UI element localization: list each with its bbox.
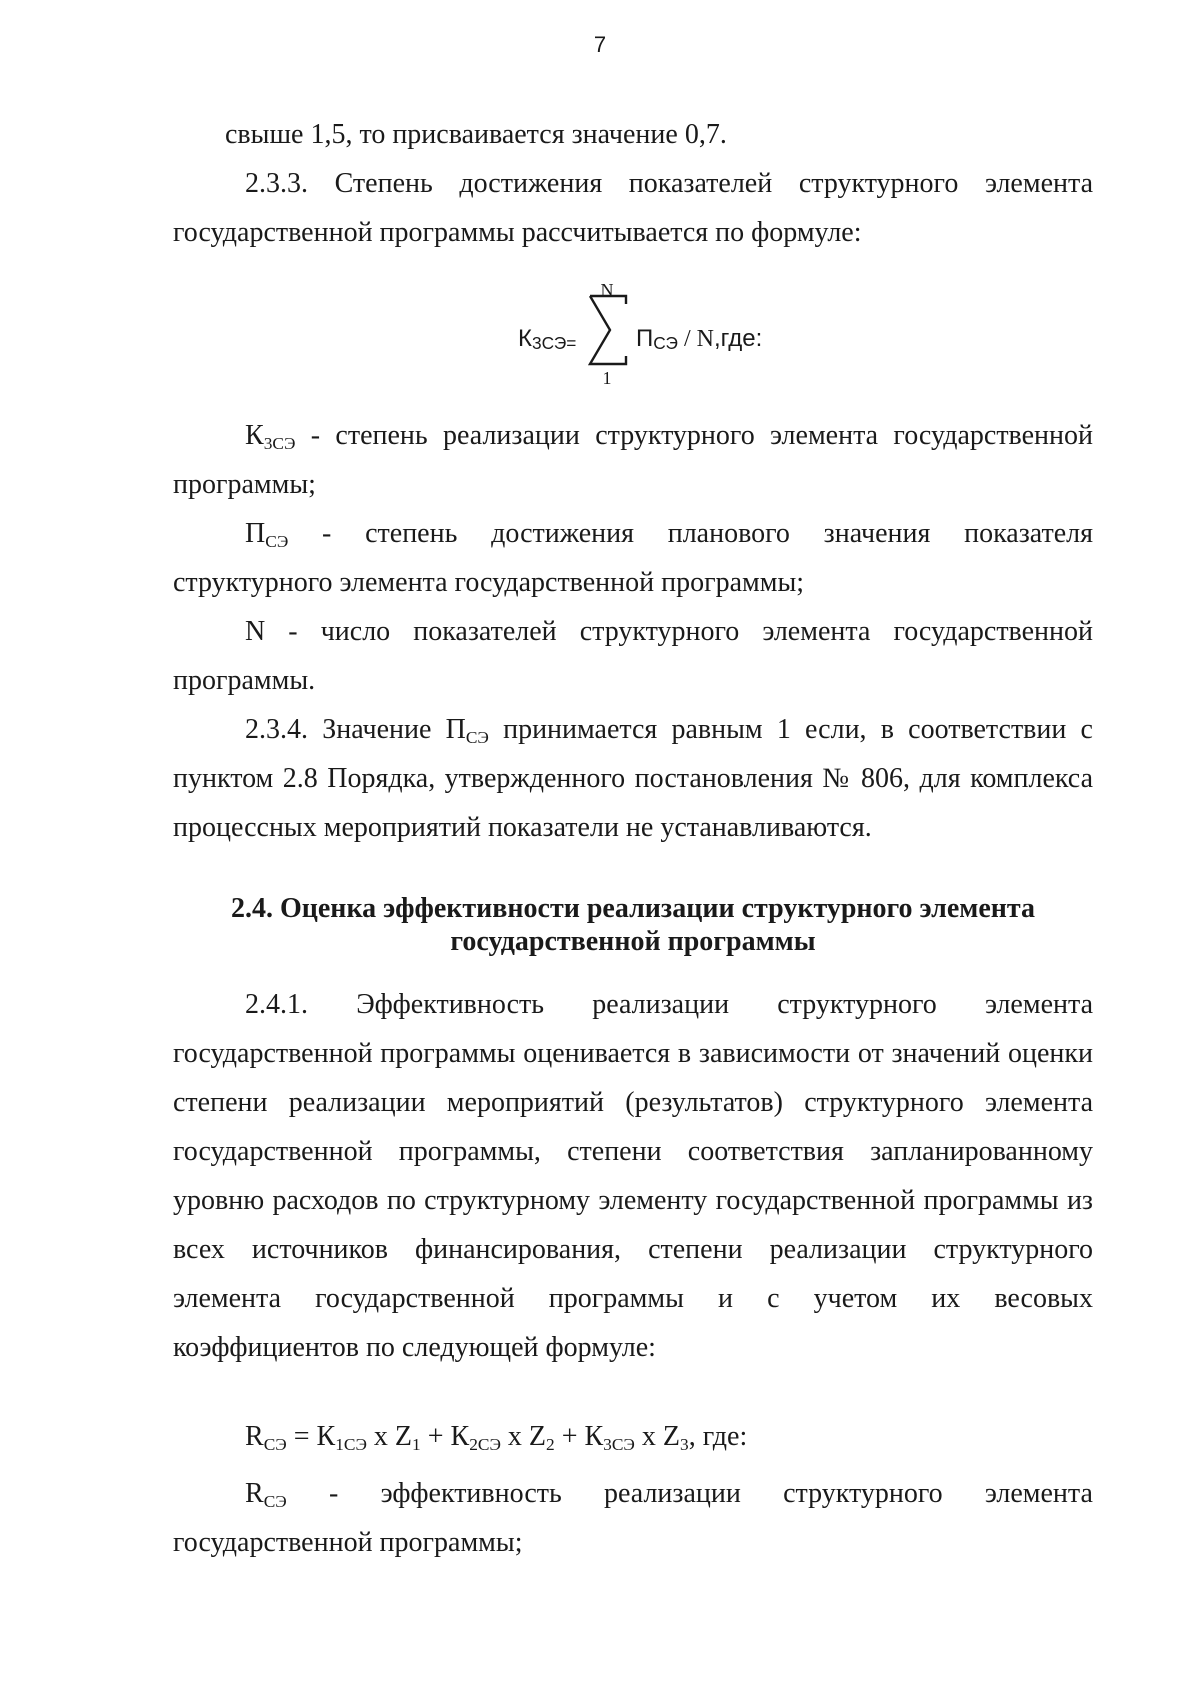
word: достижения [491,518,634,549]
definition-rse-line1 [173,1469,1093,1518]
section-heading-line2: государственной программы [450,926,816,957]
word: - [322,518,332,549]
section-heading-2-4 [173,892,1093,958]
word: значения [823,518,931,549]
word: элемента [984,1478,1093,1509]
definition-n: N - число показателей структурного элемента государственной программы. [173,616,1093,696]
definition-rse-symbol: $R_{СЭ}$ [245,1478,287,1511]
definition-pse-symbol: $П_{СЭ}$ [245,518,289,551]
word: степень [365,518,458,549]
document-body [173,110,1093,1567]
formula-p-term: $П_{СЭ} / N,где$: [636,325,763,354]
paragraph-2-4-1: 2.4.1. Эффективность реализации структурного элемента государственной программы оценивается в зависимости от значений оценки степени реализации мероприятий (результатов) структурного элемента государственной программы, степени соответствия запланированному уровню расходов по структурному элементу государственной программы из всех источников финансирования, степени реализации структурного элемента государственной программы и с учетом их весовых коэффициентов по следующей формуле: [173,989,1093,1363]
sum-upper-limit: N [600,280,614,300]
definition-pse-line2: структурного элемента государственной программы; [173,567,805,598]
word: структурного [783,1478,943,1509]
word: эффективность [380,1478,562,1509]
paragraph-2-3-4: 2.3.4. Значение $П_{СЭ}$ принимается равным 1 если, в соответствии с пунктом 2.8 Порядка, утвержденного постановления № 806, для комплекса процессных мероприятий показатели не устанавливаются. [173,714,1093,843]
word: планового [667,518,790,549]
page-number: 7 [593,32,607,57]
formula-k-term: $К_{3СЭ=}$ [518,325,577,354]
definition-k3se: $К_{3СЭ}$ - степень реализации структурного элемента государственной программы; [173,420,1093,500]
word: - [328,1478,339,1509]
formula-rse: $R_{СЭ} = К_{1СЭ}$ х $Z_1 + К_{2СЭ}$ х $Z_2 + К_{3СЭ}$ х $Z_3$, где: [245,1421,748,1454]
word: реализации [604,1478,741,1509]
formula-k3se [173,266,1093,396]
definition-pse-line1 [173,509,1093,558]
definition-rse-line2: государственной программы; [173,1527,523,1558]
paragraph-2-3-3: 2.3.3. Степень достижения показателей структурного элемента государственной программы рассчитывается по формуле: [173,168,1093,248]
word: показателя [964,518,1093,549]
section-heading-line1: 2.4. Оценка эффективности реализации структурного элемента [230,893,1036,924]
paragraph-continuation: свыше 1,5, то присваивается значение 0,7. [225,119,727,150]
sum-lower-limit: 1 [602,368,612,388]
